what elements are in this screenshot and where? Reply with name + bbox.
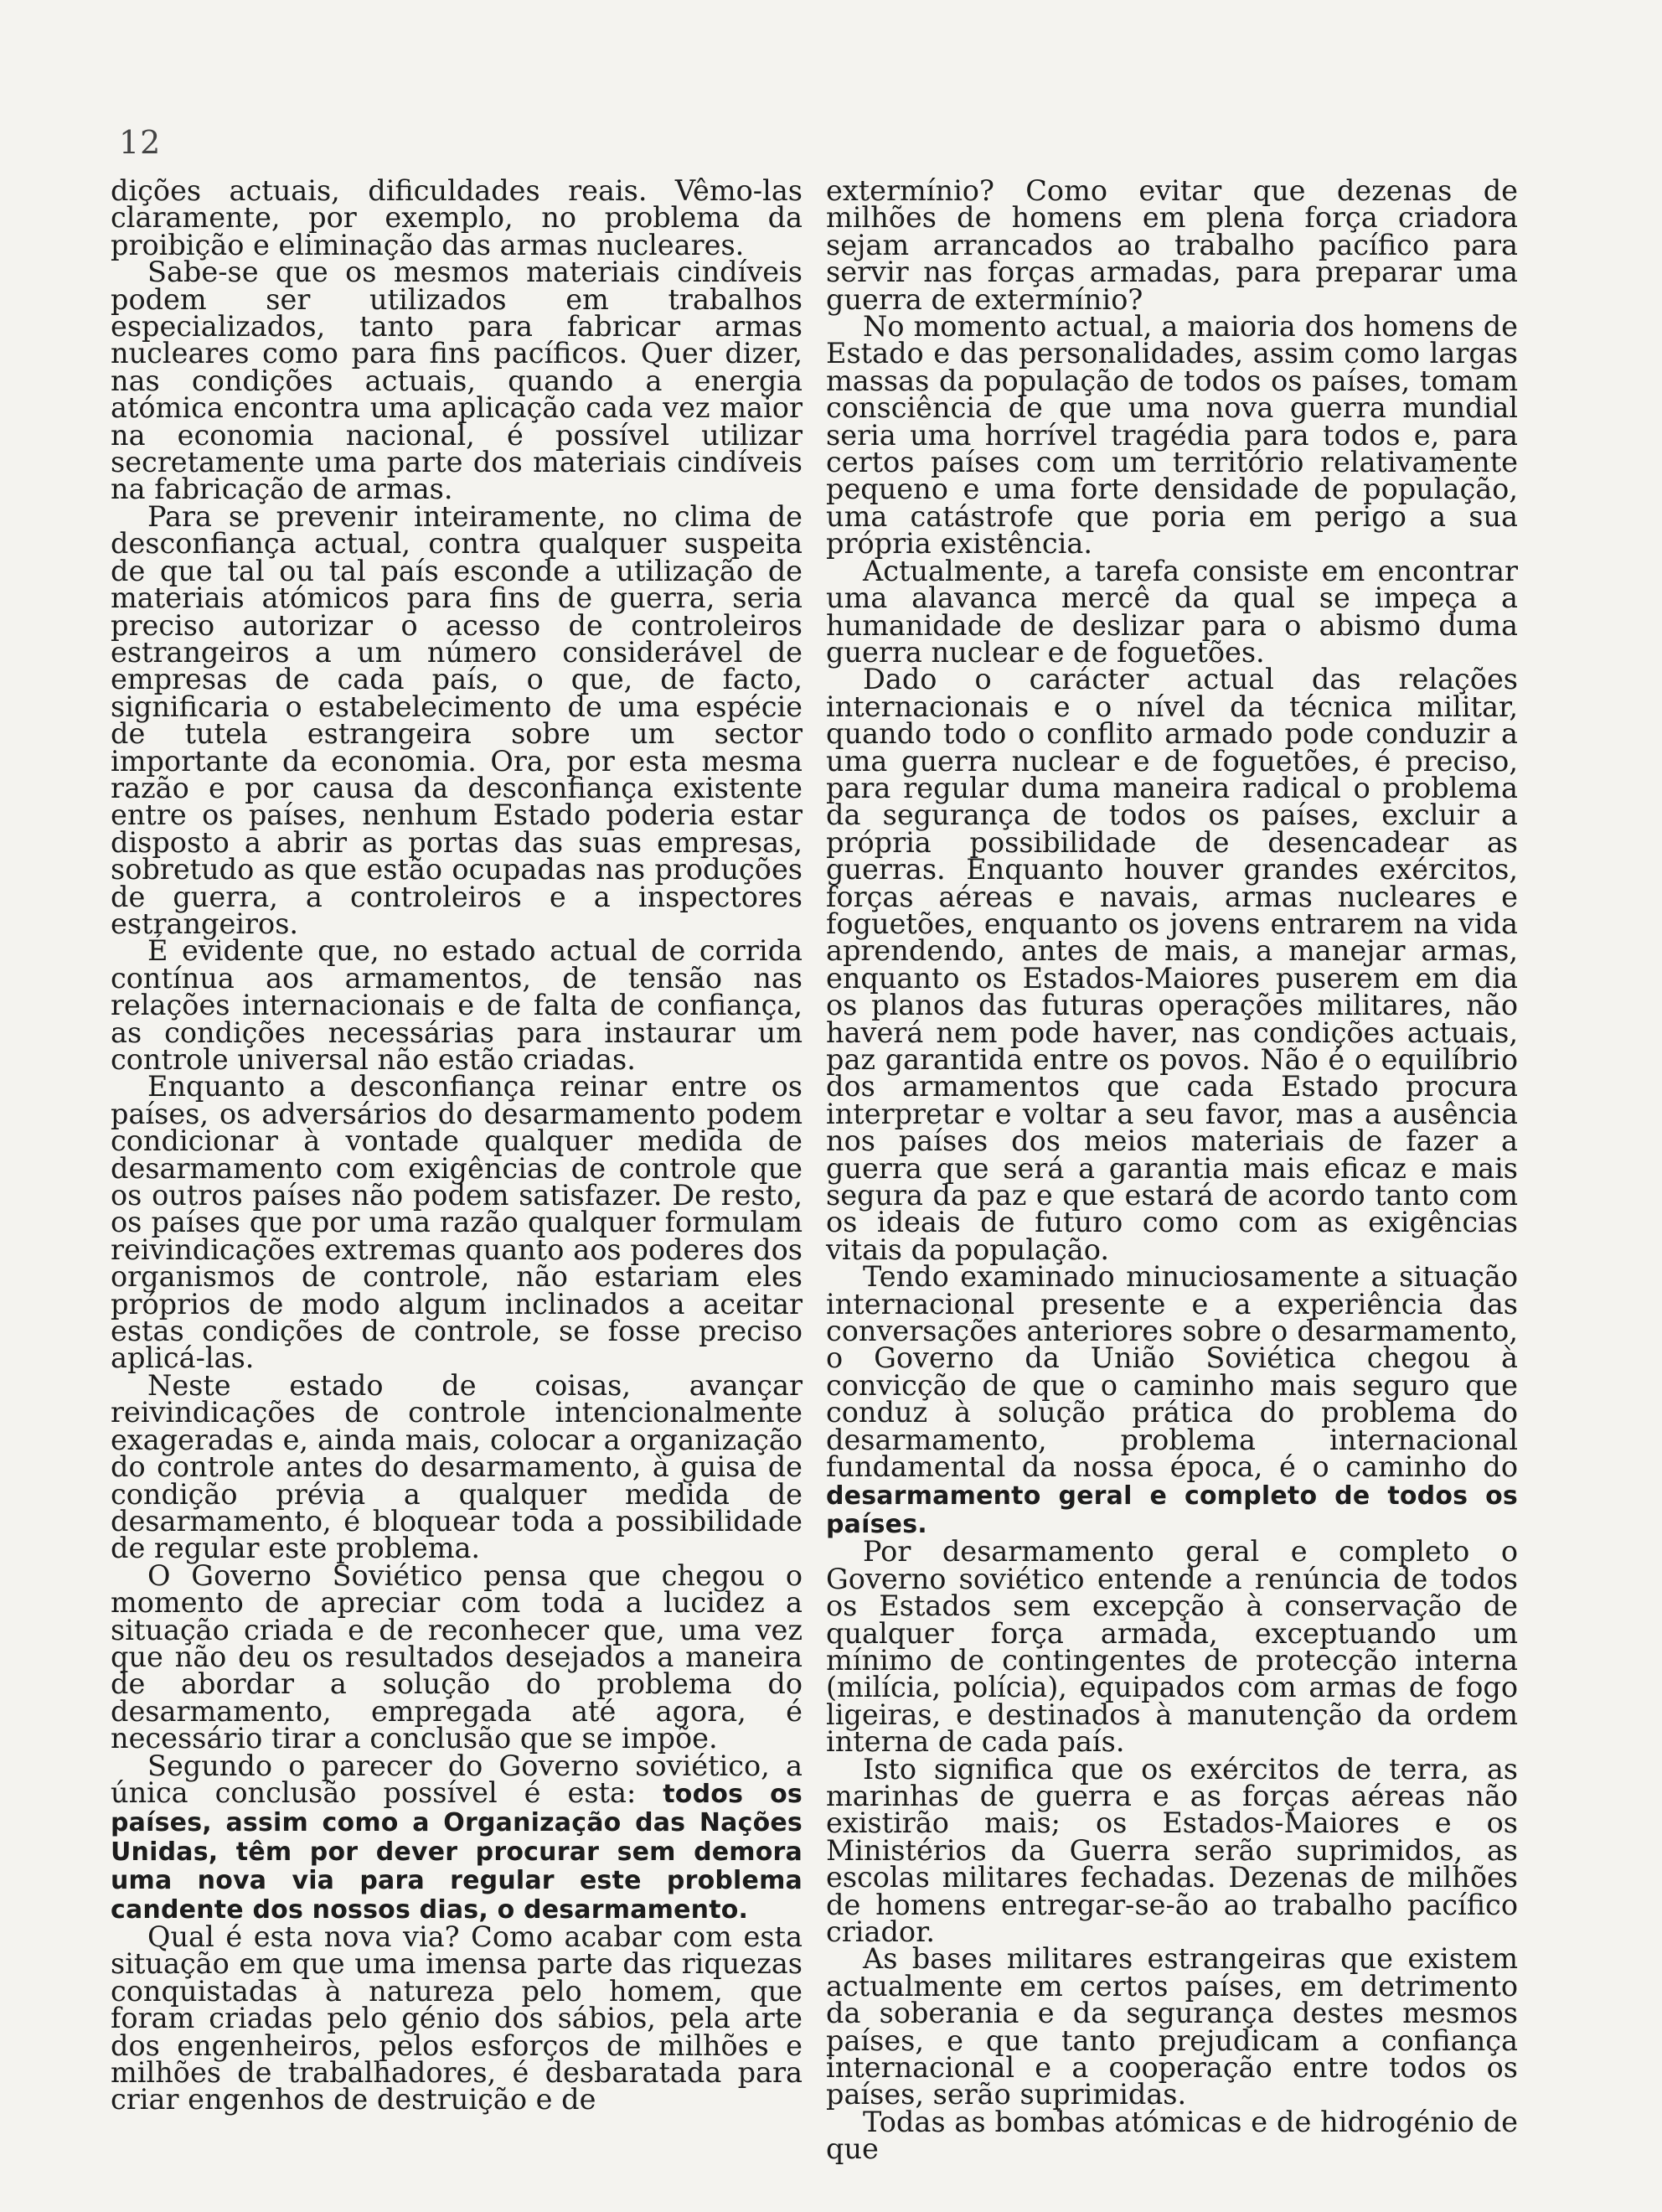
paragraph: Por desarmamento geral e completo o Governo soviético entende a renúncia de todos os Estados sem excepção à conservação de qualquer força armada, exceptuando um mínimo de contingentes de protecção interna (milícia, polícia), equipados com armas de fogo ligeiras, e destinados à manutenção da ordem interna de cada país. bbox=[826, 1535, 1518, 1759]
paragraph: Para se prevenir inteiramente, no clima de desconfiança actual, contra qualquer suspeita de que tal ou tal país esconde a utilização de materiais atómicos para fins de guerra, seria preciso autorizar o acesso de controleiros estrangeiros a um número considerável de empresas de cada país, o que, de facto, significaria o estabelecimento de uma espécie de tutela estrangeira sobre um sector importante da economia. Ora, por esta mesma razão e por causa da desconfiança existente entre os países, nenhum Estado poderia estar disposto a abrir as portas das suas empresas, sobretudo as que estão ocupadas nas produções de guerra, a controleiros e a inspectores estrangeiros. bbox=[111, 499, 803, 940]
right-column bbox=[826, 174, 1518, 2166]
paragraph: No momento actual, a maioria dos homens de Estado e das personalidades, assim como largas massas da população de todos os países, tomam consciência de que uma nova guerra mundial seria uma horrível tragédia para todos e, para certos países com um território relativamente pequeno e uma forte densidade de população, uma catástrofe que poria em perigo a sua própria existência. bbox=[826, 310, 1518, 561]
emphasized-conclusion: todos os países, assim como a Organização das Nações Unidas, têm por dever procurar sem demora uma nova via para regular este problema candente dos nossos dias, o desarmamento. bbox=[111, 1779, 803, 1925]
paragraph: O Governo Soviético pensa que chegou o momento de apreciar com toda a lucidez a situação criada e de reconhecer que, uma vez que não deu os resultados desejados a maneira de abordar a solução do problema do desarmamento, empregada até agora, é necessário tirar a conclusão que se impõe. bbox=[111, 1558, 803, 1755]
paragraph-text: Segundo o parecer do Governo soviético, a única conclusão possível é esta: bbox=[111, 1749, 803, 1809]
paragraph-text: Tendo examinado minuciosamente a situação internacional presente e a experiência das conversações anteriores sobre o desarmamento, o Governo da União Soviética chegou à convicção de que o caminho mais seguro que conduz à solução prática do problema do desarmamento, problema internacional fundamental da nossa época, é o caminho do bbox=[826, 1260, 1518, 1484]
page-number: 12 bbox=[119, 124, 162, 161]
paragraph: Neste estado de coisas, avançar reivindicações de controle intencionalmente exageradas e, ainda mais, colocar a organização do controle antes do desarmamento, à guisa de condição prévia a qualquer medida de desarmamento, é bloquear toda a possibilidade de regular este problema. bbox=[111, 1368, 803, 1565]
paragraph bbox=[111, 1749, 803, 1925]
paragraph: Todas as bombas atómicas e de hidrogénio de que bbox=[826, 2105, 1518, 2166]
paragraph: dições actuais, dificuldades reais. Vêmo-las claramente, por exemplo, no problema da proibição e eliminação das armas nucleares. bbox=[111, 174, 803, 261]
paragraph: As bases militares estrangeiras que existem actualmente em certos países, em detrimento da soberania e da segurança destes mesmos países, e que tanto prejudicam a confiança internacional e a cooperação entre todos os países, serão suprimidas. bbox=[826, 1942, 1518, 2111]
paragraph: Qual é esta nova via? Como acabar com esta situação em que uma imensa parte das riquezas conquistadas à natureza pelo homem, que foram criadas pelo génio dos sábios, pela arte dos engenheiros, pelos esforços de milhões e milhões de trabalhadores, é desbaratada para criar engenhos de destruição e de bbox=[111, 1920, 803, 2116]
paragraph: Actualmente, a tarefa consiste em encontrar uma alavanca mercê da qual se impeça a humanidade de deslizar para o abismo duma guerra nuclear e de foguetões. bbox=[826, 554, 1518, 669]
emphasized-disarmament: desarmamento geral e completo de todos os países. bbox=[826, 1481, 1518, 1539]
paragraph: É evidente que, no estado actual de corrida contínua aos armamentos, de tensão nas relações internacionais e de falta de confiança, as condições necessárias para instaurar um controle universal não estão criadas. bbox=[111, 934, 803, 1076]
left-column bbox=[111, 174, 803, 2116]
paragraph bbox=[826, 1260, 1518, 1539]
paragraph: Sabe-se que os mesmos materiais cindíveis podem ser utilizados em trabalhos especializados, tanto para fabricar armas nucleares como para fins pacíficos. Quer dizer, nas condições actuais, quando a energia atómica encontra uma aplicação cada vez maior na economia nacional, é possível utilizar secretamente uma parte dos materiais cindíveis na fabricação de armas. bbox=[111, 256, 803, 506]
paragraph: extermínio? Como evitar que dezenas de milhões de homens em plena força criadora sejam arrancados ao trabalho pacífico para servir nas forças armadas, para preparar uma guerra de extermínio? bbox=[826, 174, 1518, 316]
paragraph: Dado o carácter actual das relações internacionais e o nível da técnica militar, quando todo o conflito armado pode conduzir a uma guerra nuclear e de foguetões, é preciso, para regular duma maneira radical o problema da segurança de todos os países, excluir a própria possibilidade de desencadear as guerras. Enquanto houver grandes exércitos, forças aéreas e navais, armas nucleares e foguetões, enquanto os jovens entrarem na vida aprendendo, antes de mais, a manejar armas, enquanto os Estados-Maiores puserem em dia os planos das futuras operações militares, não haverá nem pode haver, nas condições actuais, paz garantida entre os povos. Não é o equilíbrio dos armamentos que cada Estado procura interpretar e voltar a seu favor, mas a ausência nos países dos meios materiais de fazer a guerra que será a garantia mais eficaz e mais segura da paz e que estará de acordo tanto com os ideais de futuro como com as exigências vitais da população. bbox=[826, 663, 1518, 1266]
paragraph: Isto significa que os exércitos de terra, as marinhas de guerra e as forças aéreas não existirão mais; os Estados-Maiores e os Ministérios da Guerra serão suprimidos, as escolas militares fechadas. Dezenas de milhões de homens entregar-se-ão ao trabalho pacífico criador. bbox=[826, 1752, 1518, 1948]
paragraph: Enquanto a desconfiança reinar entre os países, os adversários do desarmamento podem condicionar à vontade qualquer medida de desarmamento com exigências de controle que os outros países não podem satisfazer. De resto, os países que por uma razão qualquer formulam reivindicações extremas quanto aos poderes dos organismos de controle, não estariam eles próprios de modo algum inclinados a aceitar estas condições de controle, se fosse preciso aplicá-las. bbox=[111, 1070, 803, 1375]
